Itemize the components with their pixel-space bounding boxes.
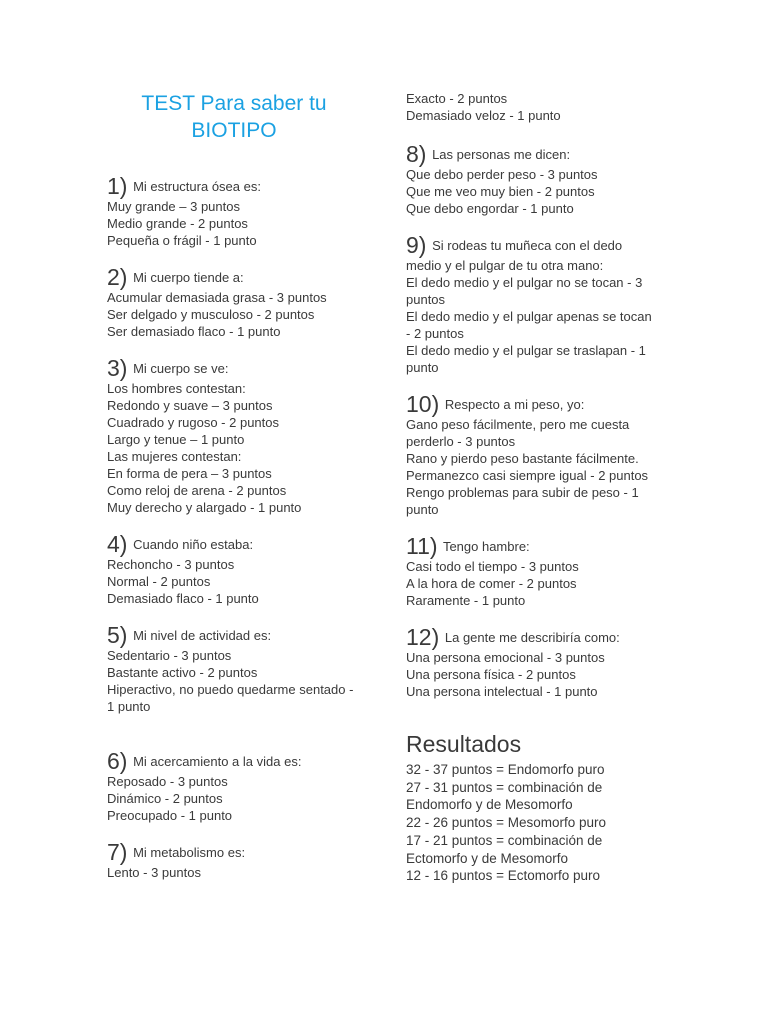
question-number: 4) [107,531,128,557]
answer-option: Medio grande - 2 puntos [107,216,248,231]
question-12 [406,624,666,700]
answer-option: Permanezco casi siempre igual - 2 puntos [406,468,649,483]
answer-option: Cuadrado y rugoso - 2 puntos [107,415,279,430]
question-number: 11) [406,533,438,559]
results-section [406,730,666,885]
question-text: Tengo hambre: [442,539,530,554]
result-line: 17 - 21 puntos = combinación de [406,832,603,848]
answer-option: Las mujeres contestan: [107,449,242,464]
answer-option: punto [406,360,439,375]
question-number: 2) [107,264,128,290]
question-heading [107,355,367,381]
answer-option: Lento - 3 puntos [107,865,201,880]
question-heading [406,624,666,650]
question-number: 6) [107,748,128,774]
question-number: 3) [107,355,128,381]
question-3 [107,355,367,516]
question-heading [406,232,666,258]
right-column [406,90,666,885]
document-title [107,90,361,144]
answer-option: Muy derecho y alargado - 1 punto [107,500,302,515]
answer-option: Rechoncho - 3 puntos [107,557,235,572]
question-heading [406,141,666,167]
question-1 [107,173,367,249]
result-line: 27 - 31 puntos = combinación de [406,779,603,795]
question-number: 1) [107,173,128,199]
answer-option: Una persona física - 2 puntos [406,667,576,682]
result-line: 12 - 16 puntos = Ectomorfo puro [406,868,600,884]
answer-option: Que debo perder peso - 3 puntos [406,167,598,182]
question-11 [406,533,666,609]
question-4 [107,531,367,607]
question-heading [107,622,367,648]
answer-option: Redondo y suave – 3 puntos [107,398,273,413]
answer-option: En forma de pera – 3 puntos [107,466,272,481]
question-7 [107,839,367,881]
answer-option: Ser demasiado flaco - 1 punto [107,324,281,339]
result-line: Ectomorfo y de Mesomorfo [406,850,569,866]
question-number: 5) [107,622,128,648]
title-line-1: TEST Para saber tu [141,92,327,115]
question-number: 12) [406,624,440,650]
left-column [107,173,367,901]
question-text: Respecto a mi peso, yo: [444,397,585,412]
answer-option: El dedo medio y el pulgar apenas se tocan [406,309,652,324]
question-text: Mi metabolismo es: [133,845,246,860]
question-text: Mi cuerpo se ve: [133,361,229,376]
question-9 [406,232,666,376]
answer-option: Dinámico - 2 puntos [107,791,223,806]
answer-option: Preocupado - 1 punto [107,808,233,823]
question-text: Mi acercamiento a la vida es: [133,754,302,769]
question-5 [107,622,367,715]
answer-option: Casi todo el tiempo - 3 puntos [406,559,579,574]
question-text: Cuando niño estaba: [133,537,254,552]
question-number: 9) [406,232,427,258]
answer-option: Gano peso fácilmente, pero me cuesta [406,417,630,432]
answer-option: medio y el pulgar de tu otra mano: [406,258,604,273]
answer-option: Ser delgado y musculoso - 2 puntos [107,307,315,322]
question-heading [406,391,666,417]
question-text: Si rodeas tu muñeca con el dedo [432,238,623,253]
answer-option: Rengo problemas para subir de peso - 1 [406,485,639,500]
answer-option: Pequeña o frágil - 1 punto [107,233,257,248]
question-heading [406,533,666,559]
answer-option: A la hora de comer - 2 puntos [406,576,577,591]
answer-option: Normal - 2 puntos [107,574,211,589]
question-heading [107,839,367,865]
answer-option: Que me veo muy bien - 2 puntos [406,184,595,199]
right-questions [406,141,666,700]
question-2 [107,264,367,340]
answer-option: Hiperactivo, no puedo quedarme sentado - [107,682,354,697]
answer-option: puntos [406,292,446,307]
answer-option: punto [406,502,439,517]
question-text: Mi cuerpo tiende a: [133,270,244,285]
answer-option: Una persona emocional - 3 puntos [406,650,605,665]
answer-option: Acumular demasiada grasa - 3 puntos [107,290,327,305]
answer-option: Como reloj de arena - 2 puntos [107,483,287,498]
answer-option: Una persona intelectual - 1 punto [406,684,598,699]
question-6 [107,748,367,824]
result-line: 22 - 26 puntos = Mesomorfo puro [406,815,606,831]
question-heading [107,264,367,290]
question-text: La gente me describiría como: [444,630,620,645]
question-7-continuation [406,90,666,124]
answer-option: Demasiado flaco - 1 punto [107,591,259,606]
answer-option: El dedo medio y el pulgar se traslapan - 1 [406,343,646,358]
question-heading [107,748,367,774]
question-text: Mi nivel de actividad es: [133,628,272,643]
answer-option: - 2 puntos [406,326,464,341]
question-number: 10) [406,391,440,417]
title-line-2: BIOTIPO [191,119,277,142]
question-8 [406,141,666,217]
answer-option: Reposado - 3 puntos [107,774,228,789]
question-heading [107,173,367,199]
answer-option: Muy grande – 3 puntos [107,199,240,214]
question-heading [107,531,367,557]
result-line: 32 - 37 puntos = Endomorfo puro [406,762,605,777]
question-text: Las personas me dicen: [432,147,571,162]
answer-option: Que debo engordar - 1 punto [406,201,574,216]
answer-option: El dedo medio y el pulgar no se tocan - 3 [406,275,643,290]
answer-option: perderlo - 3 puntos [406,434,516,449]
answer-option: Sedentario - 3 puntos [107,648,232,663]
question-text: Mi estructura ósea es: [133,179,261,194]
answer-option: Largo y tenue – 1 punto [107,432,245,447]
result-line: Endomorfo y de Mesomorfo [406,797,573,813]
answer-option: 1 punto [107,699,151,714]
answer-option: Los hombres contestan: [107,381,246,396]
question-10 [406,391,666,518]
results-title: Resultados [406,731,522,757]
answer-option: Rano y pierdo peso bastante fácilmente. [406,451,639,466]
results-list [406,761,666,885]
answer-option: Demasiado veloz - 1 punto [406,108,561,123]
question-number: 7) [107,839,128,865]
question-number: 8) [406,141,427,167]
answer-option: Bastante activo - 2 puntos [107,665,258,680]
answer-option: Exacto - 2 puntos [406,91,508,106]
answer-option: Raramente - 1 punto [406,593,526,608]
